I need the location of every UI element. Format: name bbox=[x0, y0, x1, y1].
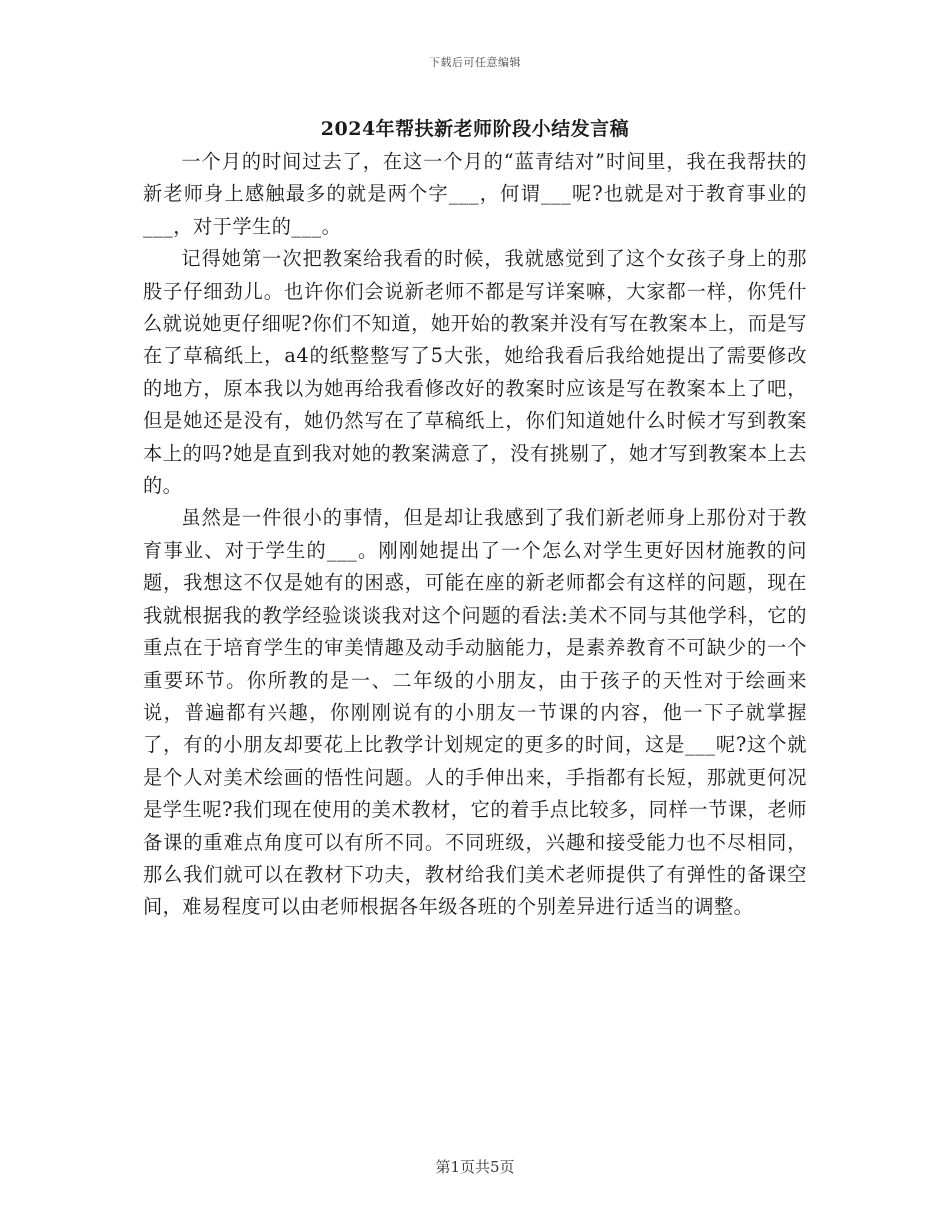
document-title: 2024年帮扶新老师阶段小结发言稿 bbox=[320, 118, 630, 140]
paragraph: 虽然是一件很小的事情，但是却让我感到了我们新老师身上那份对于教育事业、对于学生的___。刚刚她提出了一个怎么对学生更好因材施教的问题，我想这不仅是她有的困惑，可能在座的新老师都会有这样的问题，现在我就根据我的教学经验谈谈我对这个问题的看法:美术不同与其他学科，它的重点在于培育学生的审美情趣及动手动脑能力，是素养教育不可缺少的一个重要环节。你所教的是一、二年级的小朋友，由于孩子的天性对于绘画来说，普遍都有兴趣，你刚刚说有的小朋友一节课的内容，他一下子就掌握了，有的小朋友却要花上比教学计划规定的更多的时间，这是___呢?这个就是个人对美术绘画的悟性问题。人的手伸出来，手指都有长短，那就更何况是学生呢?我们现在使用的美术教材，它的着手点比较多，同样一节课，老师备课的重难点角度可以有所不同。不同班级，兴趣和接受能力也不尽相同，那么我们就可以在教材下功夫，教材给我们美术老师提供了有弹性的备课空间，难易程度可以由老师根据各年级各班的个别差异进行适当的调整。 bbox=[143, 506, 807, 919]
paragraph: 一个月的时间过去了，在这一个月的“蓝青结对”时间里，我在我帮扶的新老师身上感触最多的就是两个字___，何谓___呢?也就是对于教育事业的___，对于学生的___。 bbox=[143, 150, 807, 238]
paragraph: 记得她第一次把教案给我看的时候，我就感觉到了这个女孩子身上的那股子仔细劲儿。也许你们会说新老师不都是写详案嘛，大家都一样，你凭什么就说她更仔细呢?你们不知道，她开始的教案并没有写在教案本上，而是写在了草稿纸上，a4的纸整整写了5大张，她给我看后我给她提出了需要修改的地方，原本我以为她再给我看修改好的教案时应该是写在教案本上了吧，但是她还是没有，她仍然写在了草稿纸上，你们知道她什么时候才写到教案本上的吗?她是直到我对她的教案满意了，没有挑剔了，她才写到教案本上去的。 bbox=[143, 247, 807, 498]
page-number-footer: 第1页共5页 bbox=[435, 1158, 515, 1176]
page-header: 下载后可任意编辑 bbox=[429, 56, 521, 69]
document-body bbox=[143, 146, 807, 924]
